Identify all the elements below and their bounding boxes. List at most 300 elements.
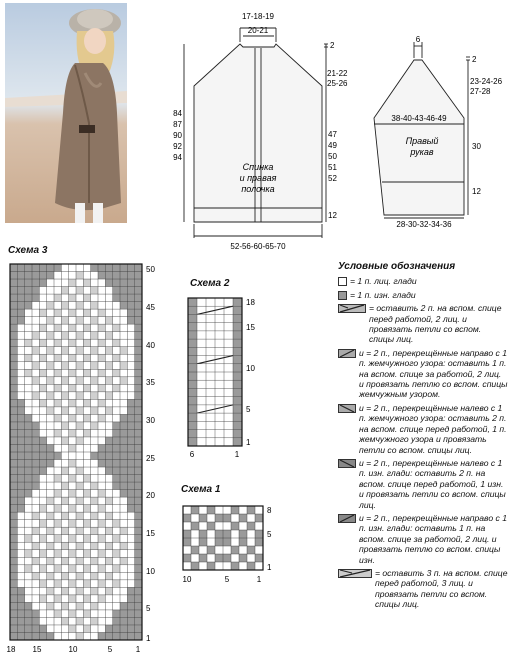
schema3-cell <box>10 490 17 498</box>
schema3-cell <box>25 460 32 468</box>
schema2-cell <box>197 388 206 396</box>
s3-row-20: 20 <box>146 491 155 500</box>
schema3-cell <box>69 437 76 445</box>
schema1-cell <box>183 514 191 522</box>
schema3-cell <box>25 520 32 528</box>
schema3-cell <box>10 414 17 422</box>
schema3-cell <box>113 452 120 460</box>
sleeve-schematic <box>366 32 512 228</box>
schema3-cell <box>113 272 120 280</box>
schema3-cell <box>39 460 46 468</box>
schema3-cell <box>83 279 90 287</box>
schema3-cell <box>54 339 61 347</box>
schema3-cell <box>69 482 76 490</box>
schema3-cell <box>69 384 76 392</box>
schema3-cell <box>105 520 112 528</box>
schema3-cell <box>61 362 68 370</box>
schema3-cell <box>39 429 46 437</box>
schema3-cell <box>127 475 134 483</box>
schema3-cell <box>105 512 112 520</box>
schema3-cell <box>47 294 54 302</box>
schema3-cell <box>47 407 54 415</box>
schema2-cell <box>233 356 242 364</box>
schema2-cell <box>215 430 224 438</box>
schema1-cell <box>223 530 231 538</box>
schema3-cell <box>54 580 61 588</box>
schema3-cell <box>91 407 98 415</box>
schema3-cell <box>32 279 39 287</box>
schema3-cell <box>113 625 120 633</box>
schema3-cell <box>25 557 32 565</box>
schema3-cell <box>98 565 105 573</box>
schema2-cell <box>188 314 197 322</box>
schema3-cell <box>32 309 39 317</box>
schema3-cell <box>120 272 127 280</box>
schema3-cell <box>32 625 39 633</box>
schema2-chart <box>180 292 260 464</box>
schema3-cell <box>17 317 24 325</box>
schema3-cell <box>39 362 46 370</box>
schema2-cell <box>233 413 242 421</box>
schema3-cell <box>10 347 17 355</box>
schema2-cell <box>206 380 215 388</box>
schema3-cell <box>39 444 46 452</box>
schema3-cell <box>32 557 39 565</box>
schema3-cell <box>10 550 17 558</box>
schema3-cell <box>17 414 24 422</box>
schema3-cell <box>113 550 120 558</box>
schema1-cell <box>255 514 263 522</box>
schema3-cell <box>113 407 120 415</box>
schema3-cell <box>25 309 32 317</box>
s3-row-1: 1 <box>146 634 151 643</box>
schema2-cell <box>197 397 206 405</box>
schema2-cell <box>233 339 242 347</box>
schema3-cell <box>32 490 39 498</box>
schema3-cell <box>127 384 134 392</box>
schema2-cell <box>188 421 197 429</box>
s3-row-50: 50 <box>146 265 155 274</box>
schema3-cell <box>83 414 90 422</box>
schema3-cell <box>69 317 76 325</box>
back-side-3: 50 <box>328 152 337 161</box>
schema3-cell <box>83 407 90 415</box>
schema3-cell <box>32 595 39 603</box>
legend-item-knit <box>338 276 508 286</box>
schema3-cell <box>32 444 39 452</box>
back-height-2: 87 <box>173 120 182 129</box>
schema3-cell <box>113 557 120 565</box>
schema3-cell <box>105 309 112 317</box>
schema2-cell <box>188 339 197 347</box>
schema3-cell <box>32 587 39 595</box>
schema3-cell <box>61 632 68 640</box>
schema3-cell <box>120 309 127 317</box>
schema3-cell <box>69 377 76 385</box>
legend-text-cross-right-purl: и = 2 п., перекрещённые направо с 1 п. изн. глади: оставить 1 п. на вспом. спице за работой, 2 лиц. и провязать петлю со вспом. спицы изн. <box>359 512 507 565</box>
schema3-cell <box>105 407 112 415</box>
schema3-cell <box>54 490 61 498</box>
cross-left-seed-icon <box>338 404 356 413</box>
schema3-cell <box>83 317 90 325</box>
schema3-cell <box>76 302 83 310</box>
schema3-cell <box>91 392 98 400</box>
schema3-cell <box>83 354 90 362</box>
schema3-cell <box>10 384 17 392</box>
schema3-cell <box>39 490 46 498</box>
schema3-cell <box>98 407 105 415</box>
schema3-cell <box>39 317 46 325</box>
schema3-cell <box>39 580 46 588</box>
schema1-cell <box>207 538 215 546</box>
schema3-cell <box>32 565 39 573</box>
schema3-cell <box>47 339 54 347</box>
schema3-cell <box>54 422 61 430</box>
schema3-cell <box>113 384 120 392</box>
schema3-cell <box>61 272 68 280</box>
schema3-cell <box>91 595 98 603</box>
schema3-cell <box>120 414 127 422</box>
schema3-cell <box>105 444 112 452</box>
schema2-cell <box>233 331 242 339</box>
schema3-cell <box>39 475 46 483</box>
schema3-cell <box>76 399 83 407</box>
schema3-cell <box>47 332 54 340</box>
schema3-cell <box>25 527 32 535</box>
schema2-cell <box>206 347 215 355</box>
schema2-cell <box>188 331 197 339</box>
schema1-cell <box>255 522 263 530</box>
schema3-cell <box>17 294 24 302</box>
schema2-cell <box>197 413 206 421</box>
schema3-cell <box>54 617 61 625</box>
schema1-cell <box>199 530 207 538</box>
schema3-cell <box>76 437 83 445</box>
schema3-cell <box>39 294 46 302</box>
schema3-cell <box>54 272 61 280</box>
schema3-cell <box>98 377 105 385</box>
schema2-cell <box>188 323 197 331</box>
schema3-cell <box>120 565 127 573</box>
schema3-cell <box>32 460 39 468</box>
schema3-cell <box>10 309 17 317</box>
s1-col-5: 5 <box>224 575 230 584</box>
schema3-cell <box>61 354 68 362</box>
schema3-cell <box>127 520 134 528</box>
schema3-cell <box>47 617 54 625</box>
schema3-cell <box>120 542 127 550</box>
schema2-cell <box>215 323 224 331</box>
schema3-cell <box>113 422 120 430</box>
schema3-cell <box>113 437 120 445</box>
schema3-cell <box>54 625 61 633</box>
schema3-cell <box>47 377 54 385</box>
schema3-cell <box>17 339 24 347</box>
schema3-cell <box>54 384 61 392</box>
schema3-cell <box>61 444 68 452</box>
schema3-cell <box>10 535 17 543</box>
schema1-cell <box>199 514 207 522</box>
schema2-cell <box>224 388 233 396</box>
schema3-cell <box>39 422 46 430</box>
back-piece-schematic <box>170 6 348 258</box>
schema3-cell <box>98 632 105 640</box>
back-height-1: 84 <box>173 109 182 118</box>
schema3-cell <box>47 347 54 355</box>
schema3-cell <box>61 422 68 430</box>
schema3-cell <box>10 580 17 588</box>
schema3-cell <box>120 339 127 347</box>
schema3-cell <box>61 580 68 588</box>
schema3-cell <box>76 527 83 535</box>
schema3-cell <box>113 497 120 505</box>
schema3-cell <box>54 279 61 287</box>
schema3-cell <box>10 482 17 490</box>
schema1-cell <box>239 538 247 546</box>
schema3-cell <box>98 392 105 400</box>
schema3-cell <box>25 565 32 573</box>
schema3-cell <box>69 505 76 513</box>
schema1-cell <box>239 530 247 538</box>
schema3-cell <box>39 302 46 310</box>
schema1-cell <box>247 530 255 538</box>
schema3-cell <box>25 324 32 332</box>
schema3-cell <box>105 565 112 573</box>
schema3-cell <box>105 354 112 362</box>
schema1-cell <box>207 530 215 538</box>
schema3-cell <box>76 625 83 633</box>
schema3-cell <box>98 610 105 618</box>
schema3-cell <box>76 332 83 340</box>
back-side-5: 52 <box>328 174 337 183</box>
sleeve-label-line2: рукав <box>410 147 434 157</box>
schema3-cell <box>83 309 90 317</box>
schema2-cell <box>224 421 233 429</box>
schema3-cell <box>105 475 112 483</box>
schema3-cell <box>17 527 24 535</box>
schema3-cell <box>135 354 142 362</box>
schema3-cell <box>105 580 112 588</box>
schema2-cell <box>197 364 206 372</box>
schema2-cell <box>224 413 233 421</box>
schema3-cell <box>25 414 32 422</box>
schema1-cell <box>191 522 199 530</box>
schema3-cell <box>105 542 112 550</box>
schema3-cell <box>98 362 105 370</box>
schema3-cell <box>127 399 134 407</box>
schema3-cell <box>113 369 120 377</box>
schema3-cell <box>61 414 68 422</box>
purl-stitch-icon <box>338 291 347 300</box>
schema3-cell <box>135 520 142 528</box>
schema3-cell <box>25 535 32 543</box>
schema3-cell <box>39 625 46 633</box>
schema3-cell <box>127 362 134 370</box>
schema3-cell <box>135 317 142 325</box>
schema3-cell <box>61 324 68 332</box>
schema3-cell <box>10 542 17 550</box>
schema3-cell <box>61 437 68 445</box>
back-side-1: 47 <box>328 130 337 139</box>
schema3-cell <box>120 467 127 475</box>
schema3-cell <box>113 512 120 520</box>
schema2-cell <box>206 430 215 438</box>
schema3-cell <box>98 317 105 325</box>
schema3-cell <box>76 384 83 392</box>
legend-text-cross-left-purl: и = 2 п., перекрещённые налево с 1 п. изн. глади: оставить 2 п. на вспом. спице перед работой, 1 изн. и провязать петли со вспом. спицы лиц. <box>359 457 506 510</box>
schema3-cell <box>39 347 46 355</box>
schema3-cell <box>98 535 105 543</box>
schema3-cell <box>32 414 39 422</box>
schema3-cell <box>76 429 83 437</box>
schema3-cell <box>47 580 54 588</box>
legend-item-cable-3x3 <box>338 568 508 610</box>
schema3-cell <box>135 437 142 445</box>
schema2-cell <box>206 323 215 331</box>
schema3-cell <box>39 505 46 513</box>
schema3-cell <box>54 587 61 595</box>
s2-col-1: 1 <box>234 450 240 459</box>
schema2-cell <box>233 388 242 396</box>
schema3-cell <box>61 520 68 528</box>
schema3-cell <box>113 347 120 355</box>
schema3-cell <box>76 505 83 513</box>
schema3-cell <box>54 505 61 513</box>
schema3-cell <box>54 392 61 400</box>
schema3-cell <box>47 287 54 295</box>
schema3-cell <box>91 377 98 385</box>
schema3-cell <box>135 610 142 618</box>
schema3-cell <box>120 347 127 355</box>
schema3-cell <box>69 339 76 347</box>
back-height-5: 94 <box>173 153 182 162</box>
schema3-cell <box>83 377 90 385</box>
schema3-cell <box>76 572 83 580</box>
schema3-cell <box>76 369 83 377</box>
schema3-cell <box>98 602 105 610</box>
schema3-cell <box>47 354 54 362</box>
cross-right-purl-icon <box>338 514 356 523</box>
schema3-cell <box>113 354 120 362</box>
schema3-cell <box>47 520 54 528</box>
schema3-cell <box>69 407 76 415</box>
schema3-cell <box>120 610 127 618</box>
schema3-cell <box>105 339 112 347</box>
schema3-cell <box>47 309 54 317</box>
schema3-cell <box>32 632 39 640</box>
schema3-cell <box>127 565 134 573</box>
schema3-cell <box>91 572 98 580</box>
schema3-cell <box>17 460 24 468</box>
schema3-cell <box>10 294 17 302</box>
schema3-cell <box>83 294 90 302</box>
schema2-cell <box>215 421 224 429</box>
schema3-cell <box>61 279 68 287</box>
schema3-cell <box>17 505 24 513</box>
schema3-cell <box>127 309 134 317</box>
schema3-cell <box>120 587 127 595</box>
schema3-cell <box>47 490 54 498</box>
schema3-cell <box>61 617 68 625</box>
schema3-cell <box>69 527 76 535</box>
schema3-cell <box>39 414 46 422</box>
schema3-cell <box>83 384 90 392</box>
legend-item-cross-left-purl <box>338 458 508 510</box>
schema3-cell <box>61 317 68 325</box>
schema3-cell <box>120 482 127 490</box>
schema2-cell <box>188 430 197 438</box>
schema3-cell <box>61 572 68 580</box>
schema3-cell <box>17 572 24 580</box>
schema3-cell <box>10 505 17 513</box>
schema3-cell <box>32 264 39 272</box>
schema3-cell <box>61 482 68 490</box>
schema3-cell <box>113 279 120 287</box>
schema3-cell <box>10 362 17 370</box>
schema1-cell <box>223 538 231 546</box>
schema3-cell <box>135 279 142 287</box>
schema3-cell <box>10 557 17 565</box>
schema2-cell <box>224 438 233 446</box>
schema3-cell <box>83 264 90 272</box>
schema3-cell <box>17 362 24 370</box>
schema1-cell <box>231 530 239 538</box>
schema3-cell <box>113 429 120 437</box>
schema3-cell <box>32 550 39 558</box>
schema3-cell <box>76 452 83 460</box>
schema3-cell <box>76 377 83 385</box>
schema3-cell <box>135 377 142 385</box>
schema3-cell <box>113 302 120 310</box>
schema3-cell <box>47 610 54 618</box>
schema2-cell <box>215 298 224 306</box>
schema3-cell <box>61 587 68 595</box>
back-label-line2: и правая <box>239 173 277 183</box>
schema3-cell <box>120 497 127 505</box>
schema2-cell <box>188 405 197 413</box>
schema3-cell <box>17 542 24 550</box>
schema3-cell <box>69 602 76 610</box>
schema3-cell <box>69 460 76 468</box>
schema1-cell <box>191 554 199 562</box>
schema3-cell <box>47 384 54 392</box>
schema3-cell <box>105 587 112 595</box>
schema3-cell <box>69 444 76 452</box>
schema3-cell <box>83 542 90 550</box>
schema3-cell <box>17 490 24 498</box>
schema3-cell <box>113 317 120 325</box>
schema3-cell <box>98 294 105 302</box>
schema2-cell <box>215 438 224 446</box>
schema3-cell <box>76 339 83 347</box>
schema3-cell <box>83 460 90 468</box>
schema3-cell <box>69 557 76 565</box>
schema3-cell <box>127 602 134 610</box>
schema3-cell <box>127 452 134 460</box>
schema3-cell <box>17 377 24 385</box>
schema3-cell <box>91 369 98 377</box>
schema3-cell <box>105 482 112 490</box>
schema3-cell <box>76 602 83 610</box>
schema3-cell <box>39 542 46 550</box>
schema3-cell <box>69 595 76 603</box>
schema3-cell <box>54 302 61 310</box>
schema3-cell <box>25 347 32 355</box>
schema3-cell <box>69 617 76 625</box>
schema3-cell <box>113 565 120 573</box>
schema3-cell <box>17 497 24 505</box>
schema3-cell <box>32 520 39 528</box>
